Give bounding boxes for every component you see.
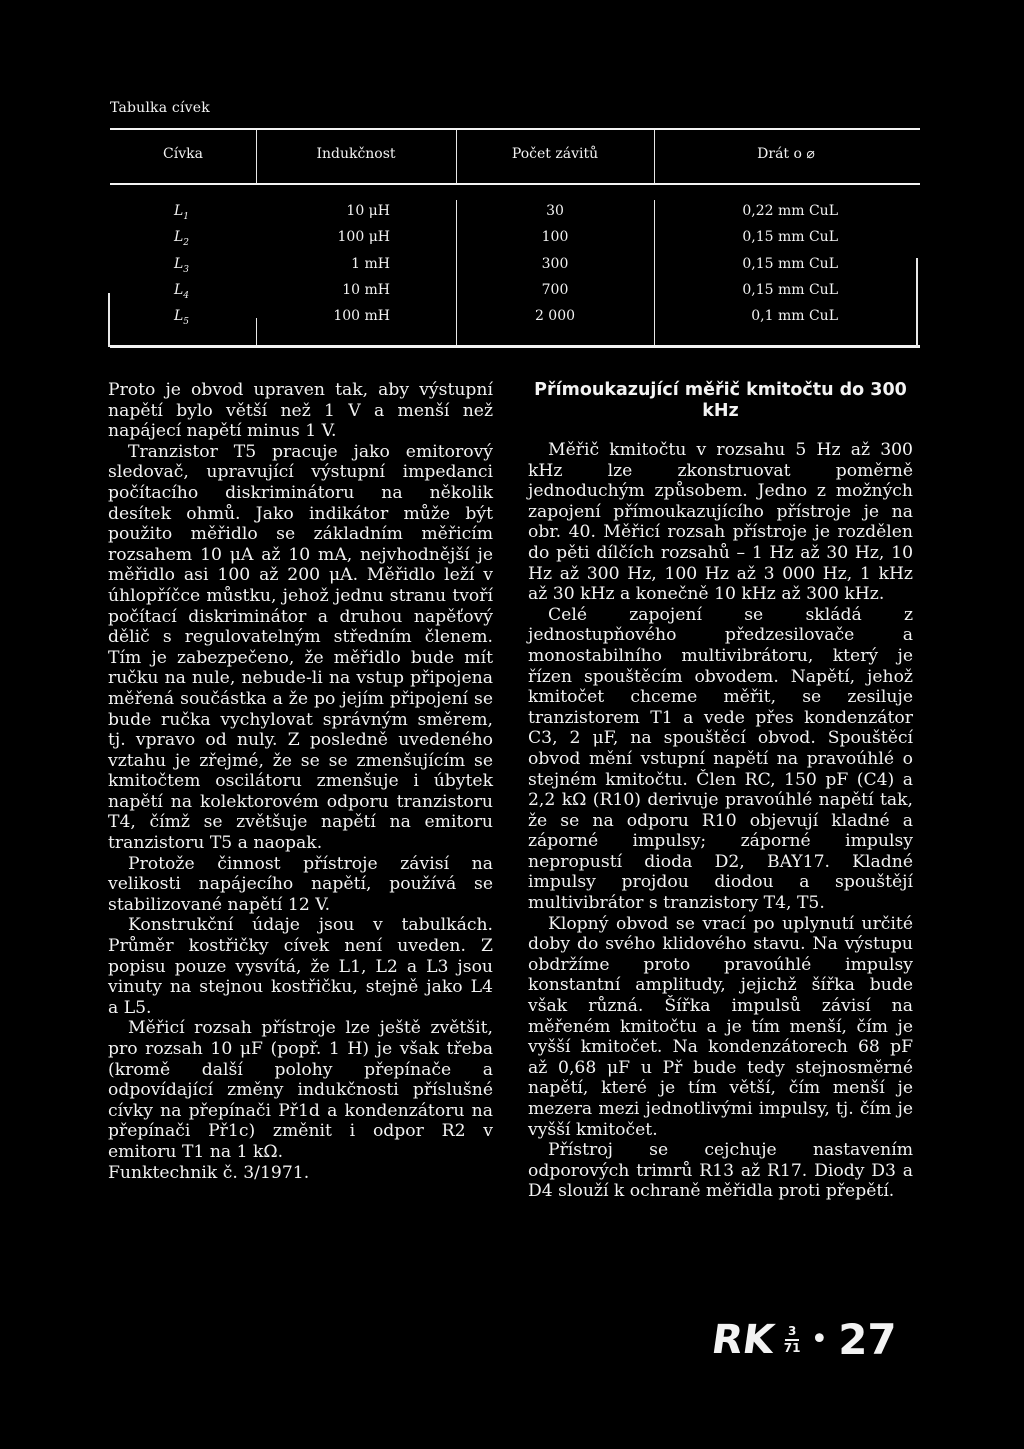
header-pocet-zavitu: Počet závitů: [511, 146, 599, 162]
section-heading: Přímoukazující měřič kmitočtu do 300 kHz: [534, 380, 907, 421]
right-text-column: [528, 380, 913, 1202]
table-cell-wire: 0,22 mm CuL: [742, 203, 838, 219]
paragraph: Konstrukční údaje jsou v tabulkách. Průměr kostřičky cívek není uveden. Z popisu pouze vysvítá, že L1, L2 a L3 jsou vinuty na stejnou kostřičku, stejně jako L4 a L5.: [108, 915, 493, 1018]
magazine-logo: RK: [708, 1317, 778, 1363]
table-row-coil: $L_5$: [174, 308, 190, 327]
table-cell-inductance: 1 mH: [351, 256, 390, 272]
table-row-coil: $L_1$: [174, 203, 190, 222]
issue-fraction: [784, 1325, 801, 1355]
table-cell-turns: 100: [541, 229, 569, 245]
table-cell-turns: 30: [546, 203, 564, 219]
coil-table: [110, 128, 920, 348]
issue-year: 71: [783, 1341, 801, 1355]
paragraph: Tranzistor T5 pracuje jako emitorový sledovač, upravující výstupní impedanci počítacího diskriminátoru na několik desítek ohmů. Jako indikátor může být použito měřidlo se základním měřicím rozsahem 10 μA až 10 mA, nejvhodnější je měřidlo asi 100 až 200 μA. Měřidlo leží v úhlopříčce můstku, jehož jednu stranu tvoří počítací diskriminátor a druhou napěťový dělič s regulovatelným středním členem. Tím je zabezpečeno, že měřidlo bude mít ručku na nule, nebude-li na vstup připojena měřená součástka a že po jejím připojení se bude ručka vychylovat správným směrem, tj. vpravo od nuly. Z posledně uvedeného vztahu je zřejmé, že se se zmenšujícím se kmitočtem oscilátoru zmenšuje i úbytek napětí na kolektorovém odporu tranzistoru T4, čímž se zvětšuje napětí na emitoru tranzistoru T5 a naopak.: [108, 441, 493, 854]
issue-number: 3: [787, 1324, 797, 1338]
table-cell-wire: 0,15 mm CuL: [742, 256, 838, 272]
page-footer: [708, 1310, 897, 1370]
header-indukcnost: Indukčnost: [316, 146, 396, 162]
table-top-rule: [110, 128, 920, 130]
table-cell-inductance: 10 μH: [346, 203, 390, 219]
table-cell-turns: 300: [541, 256, 569, 272]
header-drat: Drát o ⌀: [757, 146, 815, 162]
table-cell-turns: 2 000: [534, 308, 576, 324]
column-divider: [654, 200, 655, 345]
paragraph: Přístroj se cejchuje nastavením odporových trimrů R13 až R17. Diody D3 a D4 slouží k ochraně měřidla proti přepětí.: [528, 1140, 913, 1202]
table-header-rule: [110, 183, 920, 185]
table-row-coil: $L_3$: [174, 256, 190, 275]
paragraph: Měřič kmitočtu v rozsahu 5 Hz až 300 kHz lze zkonstruovat poměrně jednoduchým způsobem. Jedno z možných zapojení přímoukazujícího přístroje je na obr. 40. Měřicí rozsah přístroje je rozdělen do pěti dílčích rozsahů – 1 Hz až 30 Hz, 10 Hz až 300 Hz, 100 Hz až 3 000 Hz, 1 kHz až 30 kHz a konečně 10 kHz až 300 kHz.: [528, 440, 913, 605]
paragraph: Celé zapojení se skládá z jednostupňového předzesilovače a monostabilního multivibrátoru, který je řízen spouštěcím obvodem. Napětí, jehož kmitočet chceme měřit, se zesiluje tranzistorem T1 a vede přes kondenzátor C3, 2 μF, na spouštěcí obvod. Spouštěcí obvod mění vstupní napětí na pravoúhlé o stejném kmitočtu. Člen RC, 150 pF (C4) a 2,2 kΩ (R10) derivuje pravoúhlé napětí tak, že se na odporu R10 objevují kladné a záporné impulsy; záporné impulsy nepropustí dioda D2, BAY17. Kladné impulsy projdou diodou a spouštějí multivibrátor s tranzistory T4, T5.: [528, 604, 913, 914]
header-civka: Cívka: [163, 146, 203, 162]
table-left-edge: [108, 293, 110, 347]
bullet-dot: •: [810, 1322, 829, 1357]
table-cell-inductance: 100 mH: [333, 308, 390, 324]
table-cell-wire: 0,1 mm CuL: [751, 308, 838, 324]
paragraph: Proto je obvod upraven tak, aby výstupní napětí bylo větší než 1 V a menší než napájecí napětí minus 1 V.: [108, 380, 493, 442]
table-cell-inductance: 10 mH: [342, 282, 390, 298]
table-right-edge: [916, 258, 918, 347]
table-row-coil: $L_4$: [174, 282, 190, 301]
table-cell-turns: 700: [541, 282, 569, 298]
page-number: 27: [838, 1315, 897, 1364]
table-bottom-rule: [110, 345, 920, 348]
table-cell-inductance: 100 μH: [337, 229, 390, 245]
column-divider: [256, 318, 257, 345]
paragraph: Klopný obvod se vrací po uplynutí určité doby do svého klidového stavu. Na výstupu obdržíme proto pravoúhlé impulsy konstantní amplitudy, jejichž šířka bude však různá. Šířka impulsů závisí na měřeném kmitočtu a je tím menší, čím je vyšší kmitočet. Na kondenzátorech 68 pF až 0,68 μF u Př bude tedy stejnosměrné napětí, které je tím větší, čím menší je mezera mezi jednotlivými impulsy, tj. čím je vyšší kmitočet.: [528, 913, 913, 1140]
table-cell-wire: 0,15 mm CuL: [742, 282, 838, 298]
table-caption: Tabulka cívek: [110, 100, 210, 116]
source-citation: Funktechnik č. 3/1971.: [108, 1162, 310, 1183]
table-cell-wire: 0,15 mm CuL: [742, 229, 838, 245]
left-text-column: [108, 380, 493, 1183]
paragraph: Protože činnost přístroje závisí na velikosti napájecího napětí, používá se stabilizované napětí 12 V.: [108, 853, 493, 915]
table-row-coil: $L_2$: [174, 229, 190, 248]
paragraph: Měřicí rozsah přístroje lze ještě zvětšit, pro rozsah 10 μF (popř. 1 H) je však třeba (kromě další polohy přepínače a odpovídající změny indukčnosti příslušné cívky na přepínači Př1d a kondenzátoru na přepínači Př1c) změnit i odpor R2 v emitoru T1 na 1 kΩ.: [108, 1018, 493, 1162]
